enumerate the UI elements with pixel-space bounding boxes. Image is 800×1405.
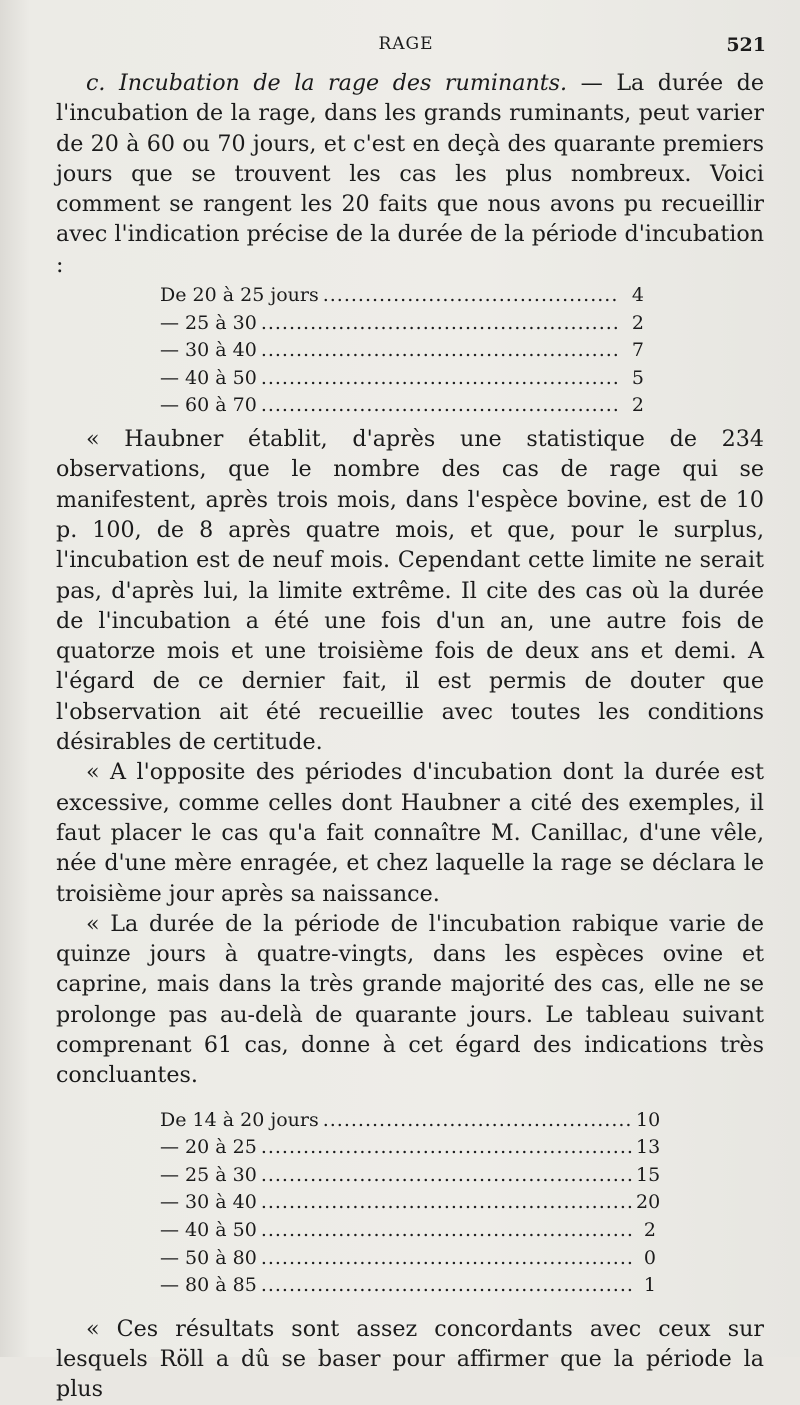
incubation-table-bovine: [160, 282, 644, 420]
dot-leader: [261, 365, 620, 393]
table-count: 7: [631, 339, 644, 362]
table-row: [160, 1217, 656, 1245]
paragraph-text: — La durée de l'incubation de la rage, dans les grands ruminants, peut varier de 20 à 60 ou 70 jours, et c'est en deçà des quarante premiers jours que se trouvent les cas les plus nombreux. Voici comment se rangent les 20 faits que nous avons pu recueillir avec l'indication précise de la durée de la période d'incubation :: [56, 70, 764, 278]
table-count: 2: [631, 311, 644, 334]
dot-leader: [261, 337, 620, 365]
section-heading: c. Incubation de la rage des ruminants.: [86, 70, 568, 96]
dot-leader: [261, 1189, 632, 1217]
page-header: [0, 30, 800, 60]
paragraph-ovine-caprine: « La durée de la période de l'incubation rabique varie de quinze jours à quatre-vingts, dans les espèces ovine et caprine, mais dans la très grande majorité des cas, elle ne se prolonge pas au-delà de quarante jours. Le tableau suivant comprenant 61 cas, donne à cet égard des indications très concluantes.: [56, 910, 764, 1089]
dot-leader: [261, 392, 620, 420]
table-range: — 40 à 50: [160, 1218, 257, 1241]
table-range: — 80 à 85: [160, 1274, 257, 1297]
incubation-table-ovine: [160, 1107, 661, 1300]
dot-leader: [261, 310, 620, 338]
paragraph-haubner: « Haubner établit, d'après une statistique de 234 observations, que le nombre des cas de rage qui se manifestent, après trois mois, dans l'espèce bovine, est de 10 p. 100, de 8 après quatre mois, et que, pour le surplus, l'incubation est de neuf mois. Cependant cette limite ne serait pas, d'après lui, la limite extrême. Il cite des cas où la durée de l'incubation a été une fois d'un an, une autre fois de quatorze mois et une troisième fois de deux ans et demi. A l'égard de ce dernier fait, il est permis de douter que l'observation ait été recueillie avec toutes les conditions désirables de certitude.: [56, 426, 764, 756]
table-range: — 25 à 30: [160, 1163, 257, 1186]
table-range: — 60 à 70: [160, 394, 257, 417]
dot-leader: [323, 282, 620, 310]
table-count: 5: [631, 366, 644, 389]
page-body: [56, 68, 764, 1405]
table-row: [160, 282, 644, 310]
table-range: De 20 à 25 jours: [160, 284, 319, 307]
table-count: 10: [636, 1108, 661, 1131]
table-row: [160, 1107, 661, 1135]
table-range: De 14 à 20 jours: [160, 1108, 319, 1131]
table-range: — 20 à 25: [160, 1136, 257, 1159]
table-row: [160, 310, 644, 338]
table-range: — 50 à 80: [160, 1246, 257, 1269]
table-row: [160, 1134, 661, 1162]
table-row: [160, 1245, 656, 1273]
table-row: [160, 392, 644, 420]
table-count: 2: [631, 394, 644, 417]
table-count: 15: [636, 1163, 661, 1186]
dot-leader: [261, 1217, 632, 1245]
dot-leader: [261, 1162, 632, 1190]
table-count: 1: [643, 1274, 656, 1297]
paragraph-incubation-ruminants: [56, 68, 764, 280]
table-range: — 25 à 30: [160, 311, 257, 334]
paragraph-roll: « Ces résultats sont assez concordants avec ceux sur lesquels Röll a dû se baser pour affirmer que la période la plus: [56, 1315, 764, 1403]
table-range: — 30 à 40: [160, 1191, 257, 1214]
running-title: RAGE: [378, 34, 434, 54]
paragraph-canillac: « A l'opposite des périodes d'incubation dont la durée est excessive, comme celles dont Haubner a cité des exemples, il faut placer le cas qu'a fait connaître M. Canillac, d'une vêle, née d'une mère enragée, et chez laquelle la rage se déclara le troisième jour après sa naissance.: [56, 759, 764, 907]
table-row: [160, 337, 644, 365]
dot-leader: [261, 1272, 632, 1300]
table-row: [160, 365, 644, 393]
table-range: — 30 à 40: [160, 339, 257, 362]
table-count: 0: [643, 1246, 656, 1269]
table-row: [160, 1162, 661, 1190]
dot-leader: [323, 1107, 632, 1135]
table-count: 2: [643, 1218, 656, 1241]
table-count: 20: [636, 1191, 661, 1214]
table-row: [160, 1272, 656, 1300]
table-range: — 40 à 50: [160, 366, 257, 389]
page-number: 521: [726, 34, 766, 56]
dot-leader: [261, 1245, 632, 1273]
table-count: 13: [636, 1136, 661, 1159]
table-count: 4: [631, 284, 644, 307]
dot-leader: [261, 1134, 632, 1162]
table-row: [160, 1189, 661, 1217]
